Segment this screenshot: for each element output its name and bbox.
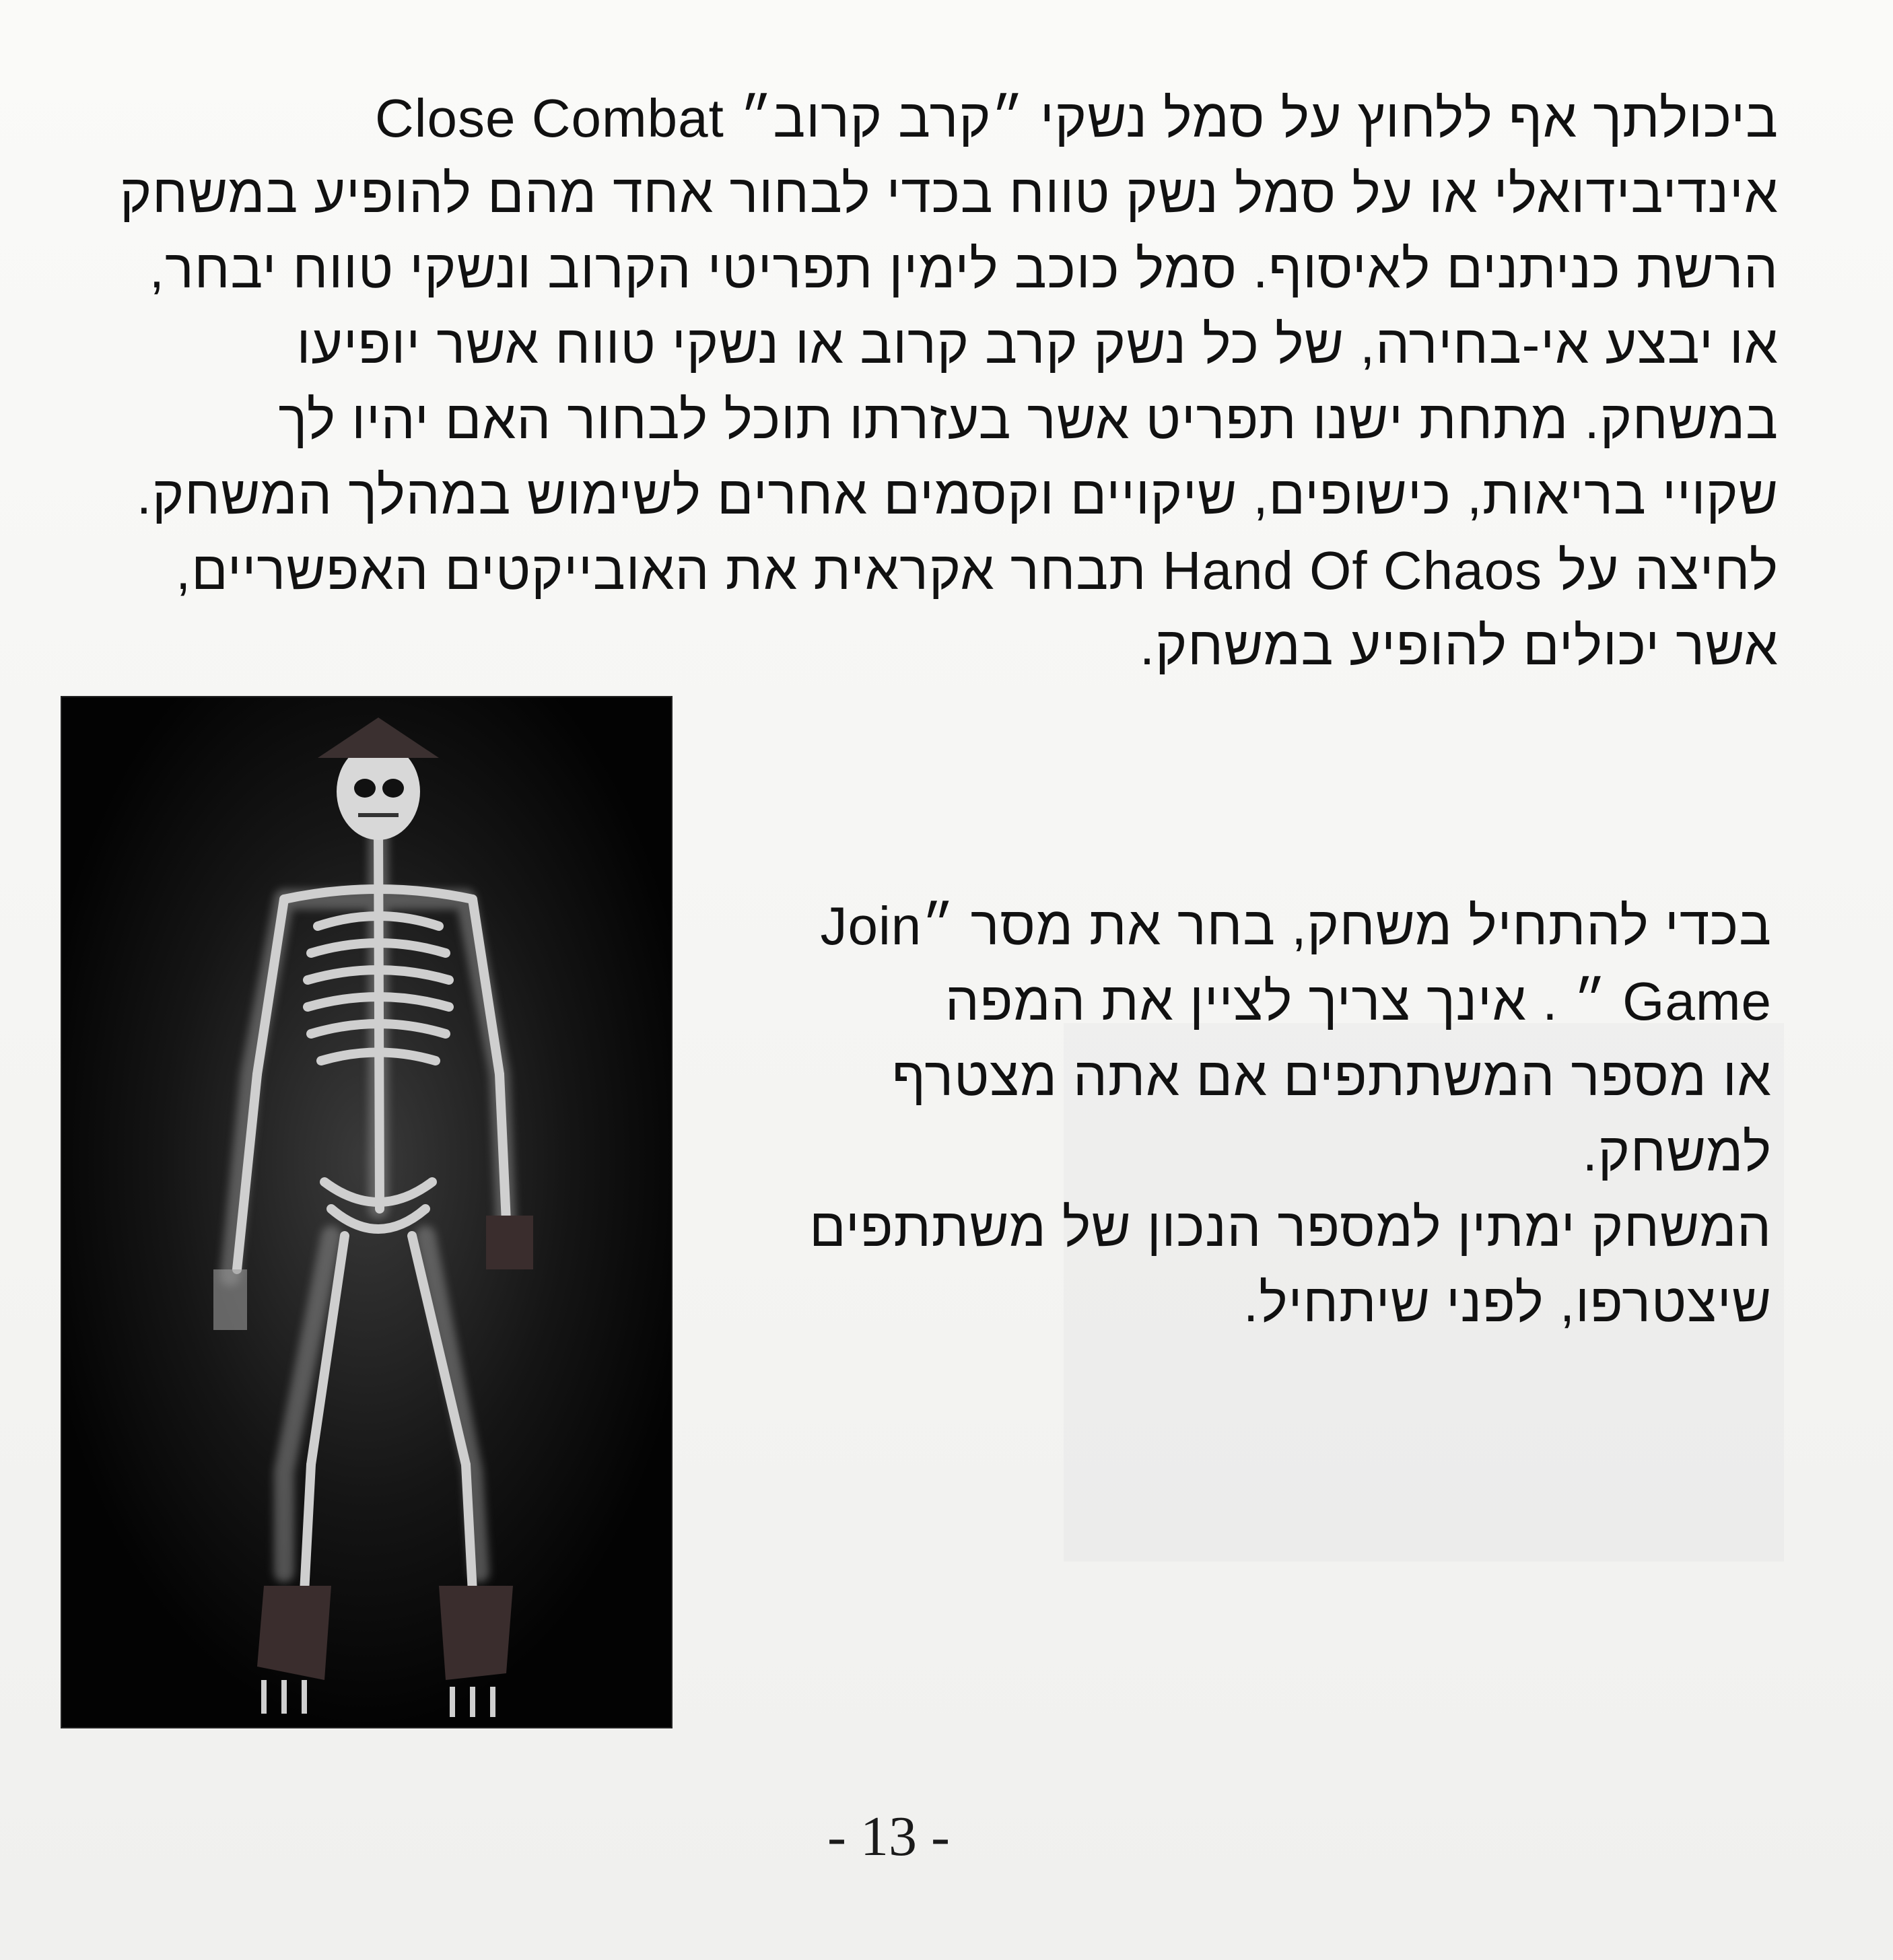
paragraph-line-3: הרשת כניתנים לאיסוף. סמל כוכב לימין תפריטי הקרוב ונשקי טווח יבחר, [149, 239, 1779, 299]
side-line-1: בכדי להתחיל משחק, בחר את מסר ״Join [776, 888, 1772, 964]
join-term: Join [820, 896, 922, 956]
hand-of-chaos-term: Hand Of Chaos [1162, 540, 1543, 600]
paragraph-line-1: ביכולתך אף ללחוץ על סמל נשקי ״קרב קרוב״ Close Combat [55, 81, 1779, 156]
paragraph-line-7: לחיצה על Hand Of Chaos תבחר אקראית את האובייקטים האפשריים, [55, 533, 1779, 608]
side-paragraph [776, 888, 1772, 1341]
skeleton-image [62, 697, 671, 1727]
close-combat-term: Close Combat [374, 88, 724, 148]
side-line-6: שיצטרפו, לפני שיתחיל. [1243, 1273, 1772, 1333]
side-line-3: או מספר המשתתפים אם אתה מצטרף [891, 1047, 1772, 1107]
paragraph-line-8: אשר יכולים להופיע במשחק. [1139, 616, 1779, 676]
paragraph-line-5: במשחק. מתחת ישנו תפריט אשר בעזרתו תוכל לבחור האם יהיו לך [278, 390, 1779, 450]
top-paragraph [55, 81, 1779, 684]
paragraph-line-4: או יבצע אי-בחירה, של כל נשק קרב קרוב או נשקי טווח אשר יופיעו [296, 314, 1779, 374]
skeleton-illustration [62, 697, 671, 1727]
side-line-2: Game ״ . אינך צריך לציין את המפה [776, 964, 1772, 1039]
game-term: Game [1622, 971, 1772, 1031]
side-line-4: למשחק. [1582, 1122, 1772, 1182]
paragraph-line-6: שקויי בריאות, כישופים, שיקויים וקסמים אחרים לשימוש במהלך המשחק. [136, 465, 1779, 525]
side-line-5: המשחק ימתין למספר הנכון של משתתפים [809, 1197, 1772, 1257]
paragraph-line-2: אינדיבידואלי או על סמל נשק טווח בכדי לבחור אחד מהם להופיע במשחק [119, 164, 1779, 223]
page-number: - 13 - [827, 1805, 950, 1868]
